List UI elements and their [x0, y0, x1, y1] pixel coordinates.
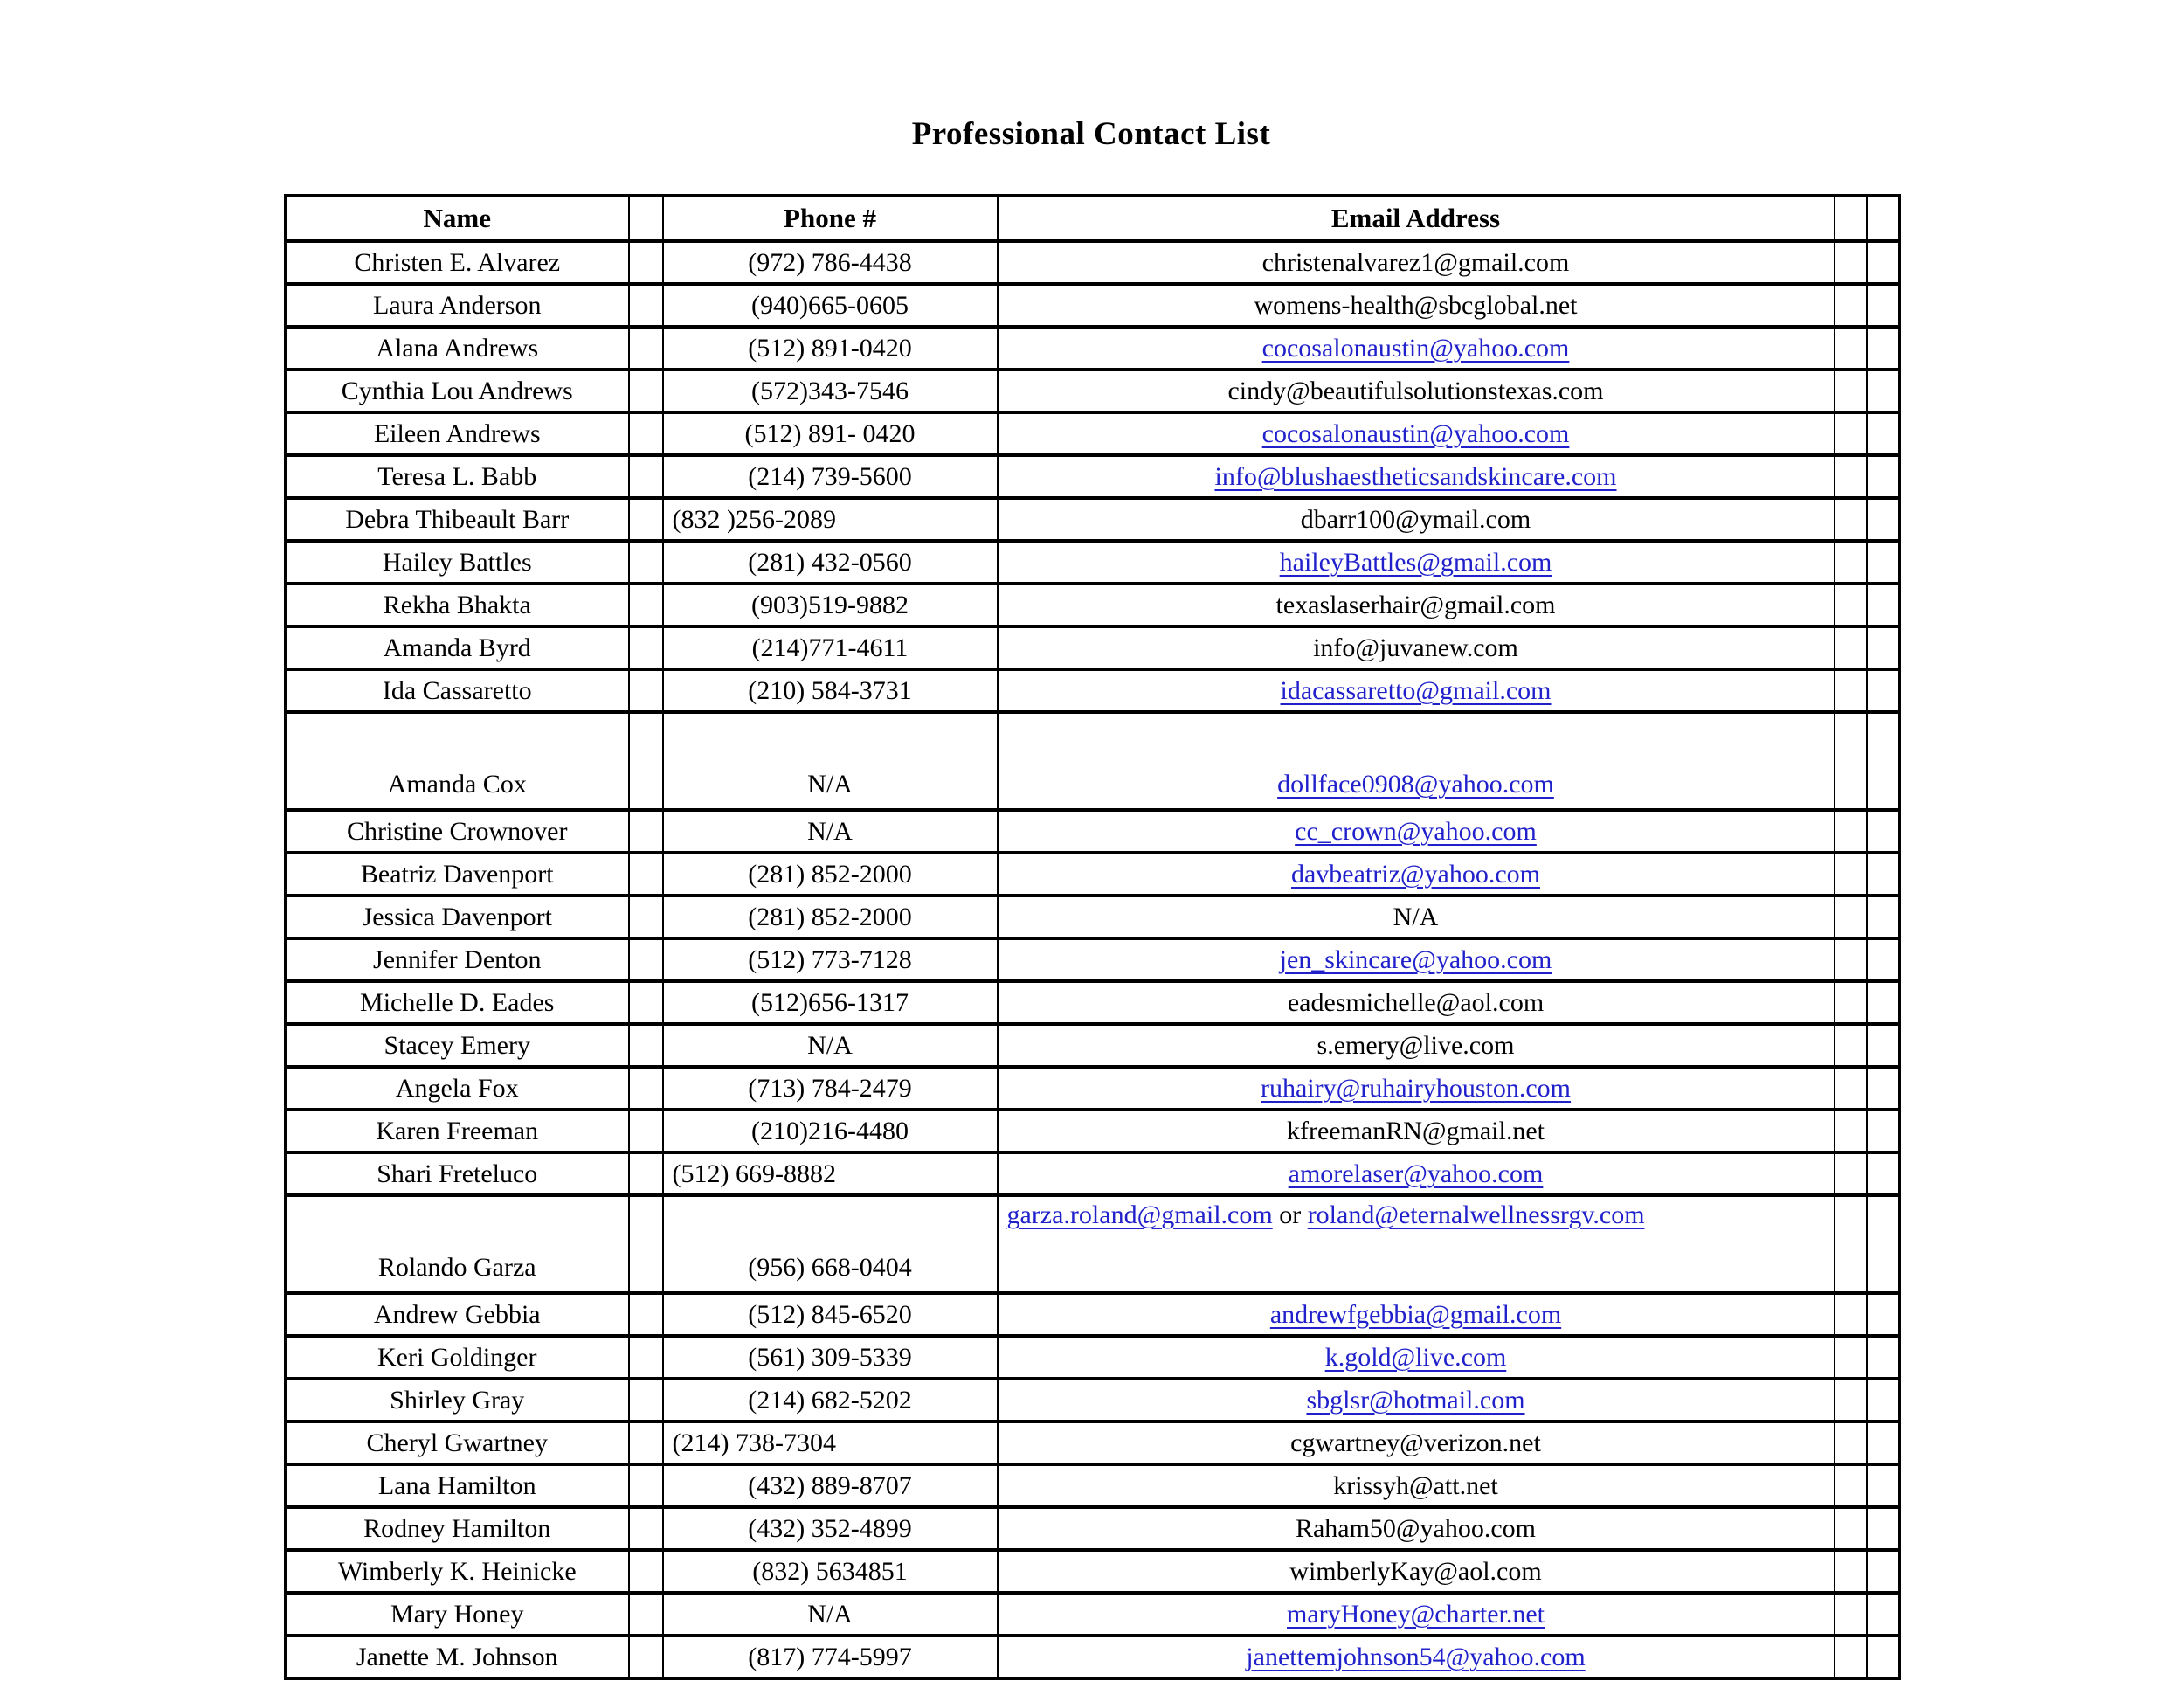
contact-name-cell: Mary Honey: [286, 1593, 629, 1636]
email-link[interactable]: davbeatriz@yahoo.com: [1290, 859, 1540, 889]
email-text: dbarr100@ymail.com: [1300, 504, 1531, 534]
contact-phone-cell: (214) 739-5600: [663, 455, 998, 498]
contact-phone-cell: (281) 432-0560: [663, 541, 998, 584]
contact-name-cell: Karen Freeman: [286, 1110, 629, 1152]
spacer-cell: [1835, 981, 1867, 1024]
spacer-cell: [1867, 853, 1900, 896]
email-link[interactable]: cocosalonaustin@yahoo.com: [1261, 419, 1570, 448]
contact-phone-cell: (512) 669-8882: [663, 1152, 998, 1195]
spacer-cell: [629, 1152, 663, 1195]
contact-phone-cell: (281) 852-2000: [663, 896, 998, 938]
contact-name-cell: Beatriz Davenport: [286, 853, 629, 896]
email-text: krissyh@att.net: [1333, 1470, 1498, 1500]
spacer-cell: [1835, 1379, 1867, 1422]
contact-email-cell: [998, 284, 1835, 327]
spacer-cell: [1835, 938, 1867, 981]
spacer-cell: [1835, 896, 1867, 938]
spacer-cell: [1867, 1464, 1900, 1507]
contact-phone-cell: (432) 352-4899: [663, 1507, 998, 1550]
contact-name-cell: Jennifer Denton: [286, 938, 629, 981]
spacer-cell: [1867, 712, 1900, 810]
spacer-cell: [1835, 412, 1867, 455]
spacer-cell: [629, 498, 663, 541]
spacer-cell: [629, 1507, 663, 1550]
spacer-cell: [1835, 1464, 1867, 1507]
spacer-cell: [629, 1550, 663, 1593]
contact-name-cell: Wimberly K. Heinicke: [286, 1550, 629, 1593]
contact-name-cell: Laura Anderson: [286, 284, 629, 327]
email-link[interactable]: janettemjohnson54@yahoo.com: [1246, 1642, 1586, 1671]
spacer-cell: [1835, 284, 1867, 327]
contact-email-cell: [998, 1152, 1835, 1195]
contact-name-cell: Christen E. Alvarez: [286, 241, 629, 284]
spacer-cell: [629, 626, 663, 669]
table-row: [286, 669, 1900, 712]
contact-name-cell: Eileen Andrews: [286, 412, 629, 455]
email-link[interactable]: info@blushaestheticsandskincare.com: [1214, 461, 1617, 491]
spacer-cell: [1867, 1195, 1900, 1293]
email-text: texaslaserhair@gmail.com: [1275, 590, 1556, 619]
table-row: [286, 853, 1900, 896]
table-row: [286, 626, 1900, 669]
spacer-cell: [1867, 1593, 1900, 1636]
contact-email-cell: [998, 241, 1835, 284]
contact-name-cell: Keri Goldinger: [286, 1336, 629, 1379]
spacer-cell: [629, 896, 663, 938]
spacer-cell: [629, 1336, 663, 1379]
spacer-cell: [1867, 1110, 1900, 1152]
contact-phone-cell: N/A: [663, 712, 998, 810]
contact-email-cell: [998, 1293, 1835, 1336]
contact-email-cell: [998, 498, 1835, 541]
email-link[interactable]: jen_skincare@yahoo.com: [1279, 944, 1552, 974]
contact-email-cell: [998, 1336, 1835, 1379]
contact-phone-cell: (956) 668-0404: [663, 1195, 998, 1293]
spacer-cell: [1867, 412, 1900, 455]
contact-name-cell: Rekha Bhakta: [286, 584, 629, 626]
spacer-cell: [629, 1464, 663, 1507]
contact-name-cell: Cynthia Lou Andrews: [286, 370, 629, 412]
contact-name-cell: Lana Hamilton: [286, 1464, 629, 1507]
column-header-email: Email Address: [998, 196, 1835, 241]
email-link[interactable]: garza.roland@gmail.com: [1006, 1200, 1273, 1229]
contact-name-cell: Alana Andrews: [286, 327, 629, 370]
contact-email-cell: [998, 1550, 1835, 1593]
spacer-cell: [1867, 1379, 1900, 1422]
email-text: eadesmichelle@aol.com: [1287, 987, 1545, 1017]
contact-email-cell: [998, 584, 1835, 626]
contact-email-cell: [998, 1636, 1835, 1678]
page-title: Professional Contact List: [911, 116, 1271, 152]
email-text: cgwartney@verizon.net: [1290, 1428, 1541, 1457]
email-link[interactable]: maryHoney@charter.net: [1286, 1599, 1545, 1629]
spacer-cell: [629, 669, 663, 712]
contact-name-cell: Shari Freteluco: [286, 1152, 629, 1195]
spacer-cell: [629, 1293, 663, 1336]
column-header-name: Name: [286, 196, 629, 241]
spacer-cell: [1867, 541, 1900, 584]
spacer-cell: [629, 1593, 663, 1636]
contact-phone-cell: (561) 309-5339: [663, 1336, 998, 1379]
spacer-cell: [1867, 1152, 1900, 1195]
contact-name-cell: Christine Crownover: [286, 810, 629, 853]
email-link[interactable]: dollface0908@yahoo.com: [1277, 770, 1554, 799]
contact-email-cell: [998, 370, 1835, 412]
contact-email-cell: [998, 541, 1835, 584]
email-link[interactable]: amorelaser@yahoo.com: [1288, 1159, 1544, 1188]
contact-email-cell: [998, 810, 1835, 853]
spacer-cell: [1835, 669, 1867, 712]
email-link[interactable]: k.gold@live.com: [1324, 1342, 1507, 1372]
spacer-cell: [629, 1379, 663, 1422]
spacer-cell: [629, 1067, 663, 1110]
table-row: [286, 284, 1900, 327]
table-row: [286, 1152, 1900, 1195]
table-row: [286, 1379, 1900, 1422]
spacer-cell: [1835, 1593, 1867, 1636]
table-row: [286, 1464, 1900, 1507]
table-row: [286, 370, 1900, 412]
spacer-cell: [629, 1024, 663, 1067]
spacer-cell: [629, 938, 663, 981]
table-row: [286, 1636, 1900, 1678]
contact-email-cell: [998, 1067, 1835, 1110]
contact-name-cell: Rodney Hamilton: [286, 1507, 629, 1550]
contact-email-cell: [998, 1593, 1835, 1636]
contact-phone-cell: (432) 889-8707: [663, 1464, 998, 1507]
spacer-cell: [1835, 455, 1867, 498]
contact-name-cell: Angela Fox: [286, 1067, 629, 1110]
spacer-cell: [629, 1422, 663, 1464]
contact-phone-cell: N/A: [663, 1024, 998, 1067]
spacer-cell: [1867, 810, 1900, 853]
spacer-cell: [1867, 1422, 1900, 1464]
contact-email-cell: [998, 853, 1835, 896]
spacer-cell: [1867, 1293, 1900, 1336]
email-text: wimberlyKay@aol.com: [1289, 1556, 1542, 1586]
contact-name-cell: Stacey Emery: [286, 1024, 629, 1067]
spacer-cell: [1867, 938, 1900, 981]
table-row: [286, 584, 1900, 626]
contact-name-cell: Teresa L. Babb: [286, 455, 629, 498]
table-row: [286, 1593, 1900, 1636]
spacer-cell: [1867, 1067, 1900, 1110]
spacer-cell: [1867, 370, 1900, 412]
email-link[interactable]: sbglsr@hotmail.com: [1306, 1385, 1525, 1415]
contact-name-cell: Janette M. Johnson: [286, 1636, 629, 1678]
spacer-cell: [1867, 626, 1900, 669]
email-text: s.emery@live.com: [1317, 1030, 1515, 1060]
contact-email-cell: [998, 669, 1835, 712]
contact-phone-cell: (903)519-9882: [663, 584, 998, 626]
spacer-cell: [1835, 1507, 1867, 1550]
spacer-cell: [1835, 1422, 1867, 1464]
spacer-cell: [1835, 1195, 1867, 1293]
table-row: [286, 1195, 1900, 1293]
contact-email-cell: [998, 1507, 1835, 1550]
spacer-cell: [1835, 1550, 1867, 1593]
contact-name-cell: Michelle D. Eades: [286, 981, 629, 1024]
spacer-cell: [1835, 853, 1867, 896]
contact-email-cell: [998, 938, 1835, 981]
email-text: Raham50@yahoo.com: [1295, 1513, 1537, 1543]
spacer-cell: [1835, 1152, 1867, 1195]
table-row: [286, 938, 1900, 981]
contact-name-cell: Debra Thibeault Barr: [286, 498, 629, 541]
spacer-cell: [629, 455, 663, 498]
email-link[interactable]: cc_crown@yahoo.com: [1295, 816, 1537, 846]
spacer-cell: [1835, 370, 1867, 412]
email-text: N/A: [1393, 902, 1439, 931]
table-row: [286, 541, 1900, 584]
spacer-cell: [1835, 1067, 1867, 1110]
contact-email-cell: [998, 412, 1835, 455]
header-spacer-cell: [1835, 196, 1867, 241]
contact-phone-cell: (512) 891- 0420: [663, 412, 998, 455]
contact-email-cell: [998, 455, 1835, 498]
contact-email-cell: [998, 626, 1835, 669]
spacer-cell: [629, 284, 663, 327]
contact-email-cell: [998, 1195, 1835, 1293]
contact-phone-cell: (214)771-4611: [663, 626, 998, 669]
contact-phone-cell: (832) 5634851: [663, 1550, 998, 1593]
spacer-cell: [1835, 1110, 1867, 1152]
spacer-cell: [629, 712, 663, 810]
spacer-cell: [1835, 712, 1867, 810]
table-row: [286, 241, 1900, 284]
spacer-cell: [1867, 981, 1900, 1024]
table-row: [286, 1110, 1900, 1152]
email-link[interactable]: andrewfgebbia@gmail.com: [1269, 1299, 1562, 1329]
column-header-phone: Phone #: [663, 196, 998, 241]
contact-table-body: [286, 241, 1900, 1678]
contact-phone-cell: (512) 845-6520: [663, 1293, 998, 1336]
contact-email-cell: [998, 1379, 1835, 1422]
contact-phone-cell: (214) 682-5202: [663, 1379, 998, 1422]
table-row: [286, 327, 1900, 370]
contact-email-cell: [998, 981, 1835, 1024]
header-spacer-cell: [1867, 196, 1900, 241]
contact-phone-cell: (972) 786-4438: [663, 241, 998, 284]
contact-name-cell: Shirley Gray: [286, 1379, 629, 1422]
spacer-cell: [629, 1636, 663, 1678]
email-text: womens-health@sbcglobal.net: [1254, 290, 1578, 320]
spacer-cell: [1867, 1636, 1900, 1678]
contact-name-cell: Jessica Davenport: [286, 896, 629, 938]
spacer-cell: [1835, 626, 1867, 669]
spacer-cell: [629, 370, 663, 412]
email-link[interactable]: roland@eternalwellnessrgv.com: [1307, 1200, 1645, 1229]
table-row: [286, 412, 1900, 455]
table-row: [286, 810, 1900, 853]
table-row: [286, 1550, 1900, 1593]
spacer-cell: [629, 1110, 663, 1152]
contact-table: [284, 194, 1901, 1680]
spacer-cell: [629, 810, 663, 853]
spacer-cell: [1867, 241, 1900, 284]
spacer-cell: [1867, 896, 1900, 938]
table-row: [286, 1293, 1900, 1336]
email-link[interactable]: ruhairy@ruhairyhouston.com: [1260, 1073, 1572, 1103]
contact-email-cell: [998, 1422, 1835, 1464]
contact-email-cell: [998, 327, 1835, 370]
spacer-cell: [1867, 1024, 1900, 1067]
email-text: cindy@beautifulsolutionstexas.com: [1227, 376, 1604, 405]
email-link[interactable]: cocosalonaustin@yahoo.com: [1261, 333, 1570, 363]
contact-email-cell: [998, 712, 1835, 810]
spacer-cell: [1835, 327, 1867, 370]
contact-phone-cell: (832 )256-2089: [663, 498, 998, 541]
contact-phone-cell: (210)216-4480: [663, 1110, 998, 1152]
contact-email-cell: [998, 896, 1835, 938]
spacer-cell: [1835, 1336, 1867, 1379]
contact-phone-cell: (210) 584-3731: [663, 669, 998, 712]
contact-phone-cell: N/A: [663, 1593, 998, 1636]
contact-phone-cell: (512)656-1317: [663, 981, 998, 1024]
table-row: [286, 712, 1900, 810]
spacer-cell: [1867, 284, 1900, 327]
contact-phone-cell: (214) 738-7304: [663, 1422, 998, 1464]
spacer-cell: [1867, 669, 1900, 712]
contact-name-cell: Hailey Battles: [286, 541, 629, 584]
contact-email-cell: [998, 1110, 1835, 1152]
contact-name-cell: Rolando Garza: [286, 1195, 629, 1293]
contact-email-cell: [998, 1024, 1835, 1067]
header-row: [286, 196, 1900, 241]
spacer-cell: [629, 584, 663, 626]
header-spacer-cell: [629, 196, 663, 241]
spacer-cell: [1867, 1550, 1900, 1593]
table-row: [286, 896, 1900, 938]
spacer-cell: [629, 541, 663, 584]
contact-name-cell: Ida Cassaretto: [286, 669, 629, 712]
table-row: [286, 1422, 1900, 1464]
table-row: [286, 1507, 1900, 1550]
contact-phone-cell: (512) 891-0420: [663, 327, 998, 370]
contact-name-cell: Amanda Cox: [286, 712, 629, 810]
spacer-cell: [629, 241, 663, 284]
spacer-cell: [1867, 1336, 1900, 1379]
spacer-cell: [1867, 584, 1900, 626]
table-row: [286, 1067, 1900, 1110]
email-text: or: [1272, 1200, 1308, 1229]
table-row: [286, 981, 1900, 1024]
spacer-cell: [1867, 498, 1900, 541]
table-row: [286, 455, 1900, 498]
spacer-cell: [629, 853, 663, 896]
contact-phone-cell: (512) 773-7128: [663, 938, 998, 981]
contact-email-cell: [998, 1464, 1835, 1507]
spacer-cell: [1835, 1636, 1867, 1678]
contact-name-cell: Cheryl Gwartney: [286, 1422, 629, 1464]
spacer-cell: [1867, 455, 1900, 498]
spacer-cell: [1835, 584, 1867, 626]
email-link[interactable]: haileyBattles@gmail.com: [1279, 547, 1552, 577]
spacer-cell: [1835, 541, 1867, 584]
spacer-cell: [629, 1195, 663, 1293]
spacer-cell: [629, 327, 663, 370]
spacer-cell: [1835, 1024, 1867, 1067]
contact-name-cell: Amanda Byrd: [286, 626, 629, 669]
table-row: [286, 1336, 1900, 1379]
email-text: christenalvarez1@gmail.com: [1261, 247, 1570, 277]
contact-phone-cell: (817) 774-5997: [663, 1636, 998, 1678]
email-text: kfreemanRN@gmail.net: [1286, 1116, 1545, 1145]
table-row: [286, 1024, 1900, 1067]
spacer-cell: [1835, 498, 1867, 541]
email-text: info@juvanew.com: [1313, 633, 1518, 662]
spacer-cell: [629, 412, 663, 455]
contact-phone-cell: (940)665-0605: [663, 284, 998, 327]
contact-phone-cell: (281) 852-2000: [663, 853, 998, 896]
spacer-cell: [1835, 810, 1867, 853]
contact-phone-cell: (713) 784-2479: [663, 1067, 998, 1110]
spacer-cell: [629, 981, 663, 1024]
spacer-cell: [1867, 1507, 1900, 1550]
contact-name-cell: Andrew Gebbia: [286, 1293, 629, 1336]
contact-phone-cell: (572)343-7546: [663, 370, 998, 412]
spacer-cell: [1835, 241, 1867, 284]
table-row: [286, 498, 1900, 541]
email-link[interactable]: idacassaretto@gmail.com: [1280, 675, 1552, 705]
spacer-cell: [1867, 327, 1900, 370]
contact-phone-cell: N/A: [663, 810, 998, 853]
spacer-cell: [1835, 1293, 1867, 1336]
